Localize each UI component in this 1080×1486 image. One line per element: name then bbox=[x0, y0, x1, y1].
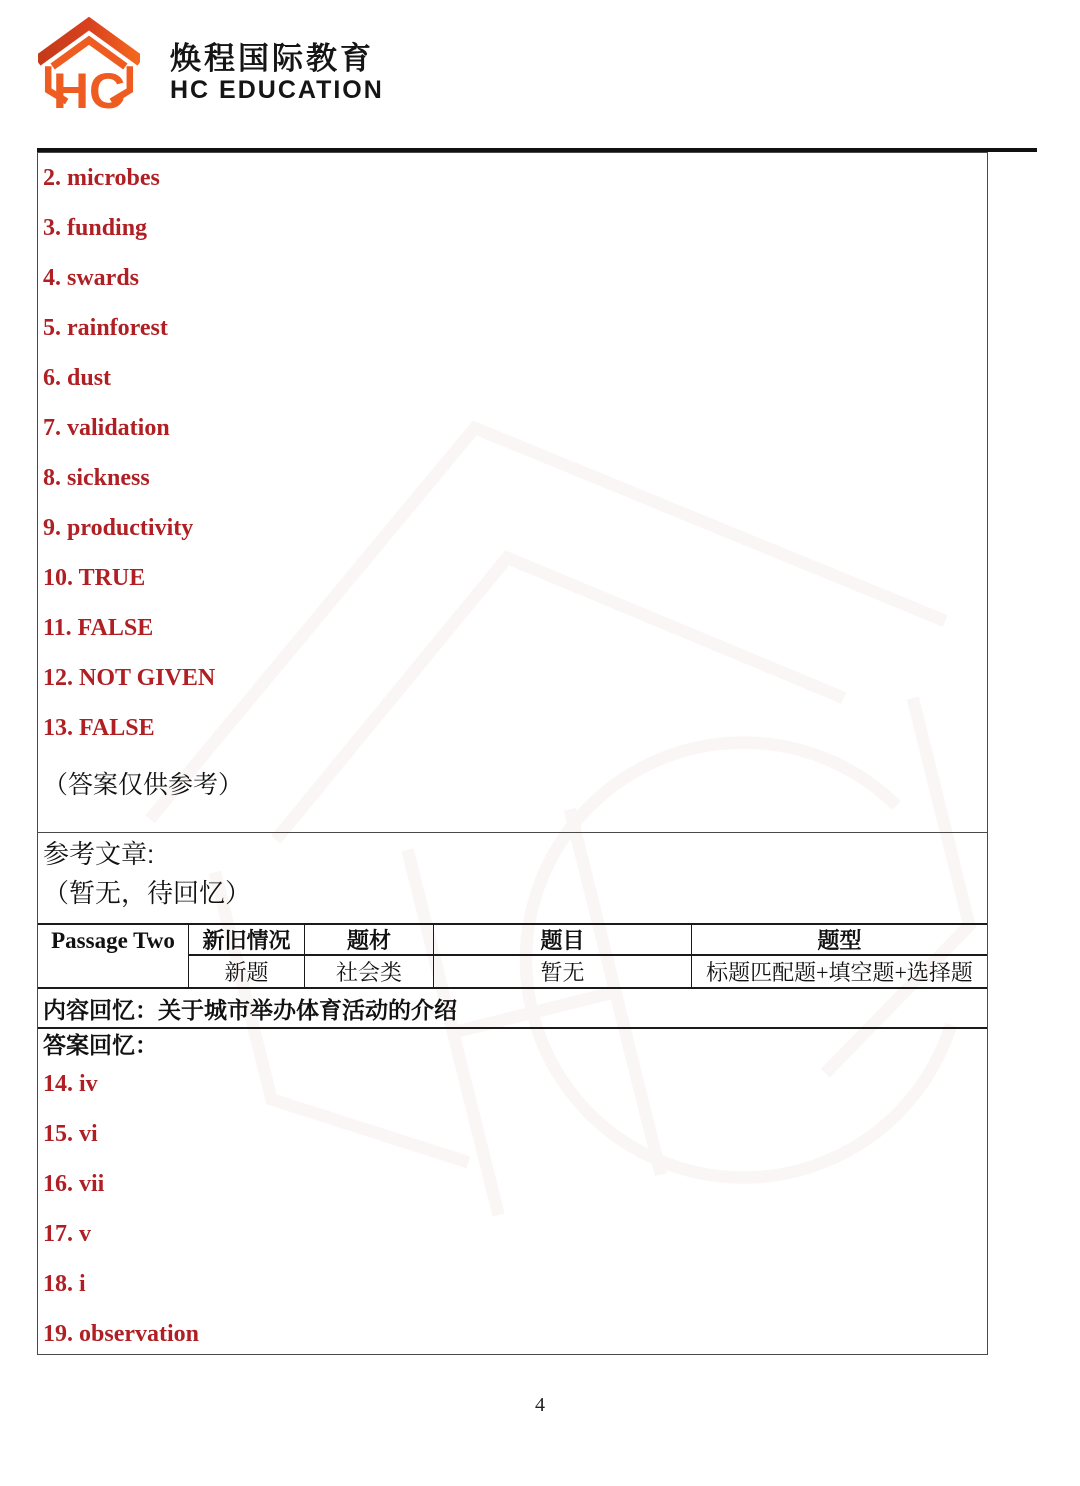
answer-item: 19. observation bbox=[43, 1321, 199, 1347]
answer-recall-label: 答案回忆： bbox=[43, 1032, 158, 1058]
reference-article-value: （暂无，待回忆） bbox=[43, 878, 252, 908]
content-recall-text: 关于城市举办体育活动的介绍 bbox=[158, 997, 457, 1023]
answer-item: 10. TRUE bbox=[43, 565, 146, 591]
column-header-new-old-status: 新旧情况 bbox=[188, 925, 304, 956]
brand-header bbox=[38, 16, 384, 122]
answer-recall-section bbox=[38, 1029, 987, 1355]
content-recall-row bbox=[38, 989, 987, 1029]
answer-item: 5. rainforest bbox=[43, 315, 168, 341]
column-header-topic-genre: 题材 bbox=[304, 925, 433, 956]
value-question-types: 标题匹配题+填空题+选择题 bbox=[691, 956, 987, 987]
value-topic-genre: 社会类 bbox=[304, 956, 433, 987]
value-new-old-status: 新题 bbox=[188, 956, 304, 987]
answer-item: 11. FALSE bbox=[43, 615, 154, 641]
value-title: 暂无 bbox=[433, 956, 691, 987]
answer-item: 9. productivity bbox=[43, 515, 194, 541]
answer-item: 4. swards bbox=[43, 265, 140, 291]
answer-item: 14. iv bbox=[43, 1071, 98, 1097]
reference-article-label: 参考文章: bbox=[43, 839, 155, 869]
passage-two-title-cell: Passage Two bbox=[51, 928, 175, 953]
answer-item: 13. FALSE bbox=[43, 715, 155, 741]
answers-section-passage-one bbox=[38, 153, 987, 832]
logo-letters: HC bbox=[52, 62, 126, 119]
brand-name-chinese: 焕程国际教育 bbox=[170, 41, 374, 76]
answer-list-2-13 bbox=[43, 153, 987, 753]
answer-item: 8. sickness bbox=[43, 465, 150, 491]
answer-item: 7. validation bbox=[43, 415, 170, 441]
column-header-title: 题目 bbox=[433, 925, 691, 956]
answer-sheet-box bbox=[37, 152, 988, 1355]
answer-item: 16. vii bbox=[43, 1171, 105, 1197]
answer-list-14-19 bbox=[43, 1059, 987, 1355]
answer-item: 2. microbes bbox=[43, 165, 160, 191]
answer-item: 12. NOT GIVEN bbox=[43, 665, 216, 691]
hc-logo-icon bbox=[38, 16, 140, 122]
answer-item: 17. v bbox=[43, 1221, 91, 1247]
answer-item: 15. vi bbox=[43, 1121, 98, 1147]
page-number: 4 bbox=[535, 1394, 545, 1416]
column-header-question-types: 题型 bbox=[691, 925, 987, 956]
answer-item: 3. funding bbox=[43, 215, 148, 241]
answer-item: 6. dust bbox=[43, 365, 112, 391]
brand-text-block bbox=[170, 42, 384, 104]
content-recall-label: 内容回忆： bbox=[43, 997, 158, 1023]
answer-item: 18. i bbox=[43, 1271, 86, 1297]
passage-two-table bbox=[38, 923, 987, 989]
answers-reference-note: （答案仅供参考） bbox=[43, 771, 244, 799]
brand-name-english: HC EDUCATION bbox=[170, 76, 384, 104]
reference-article-section bbox=[38, 832, 987, 923]
